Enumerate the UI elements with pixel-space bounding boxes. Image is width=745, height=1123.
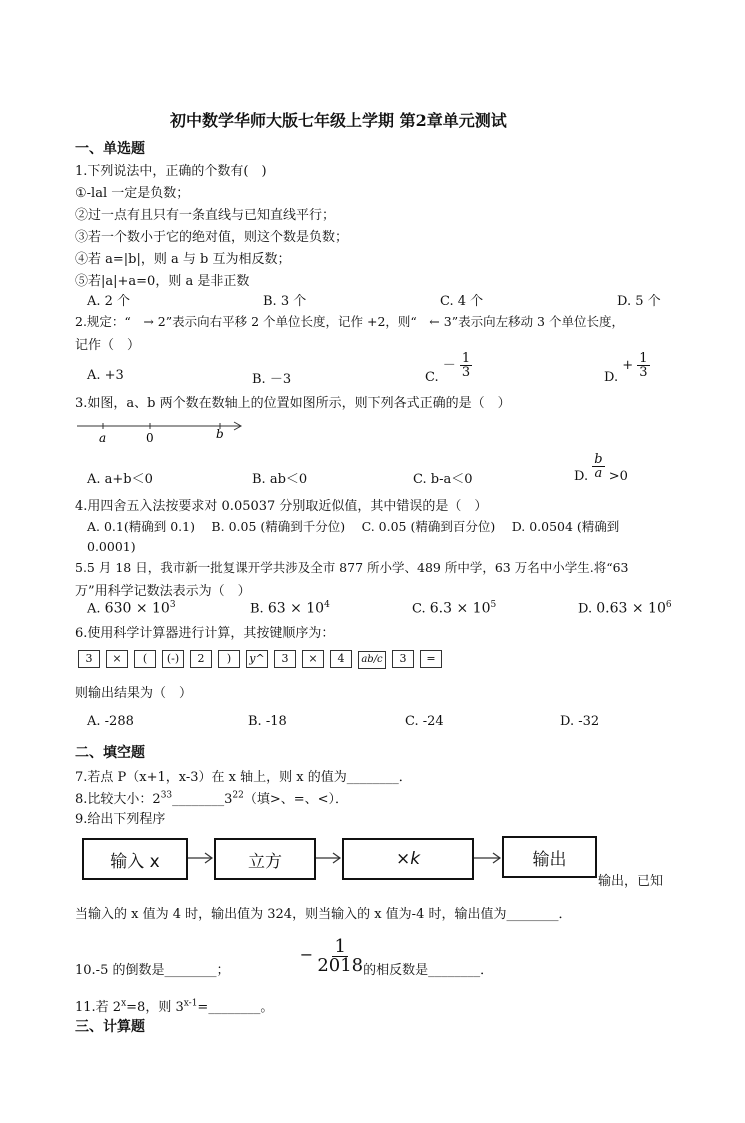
question-stem: 则输出结果为（ ） (75, 686, 193, 701)
fraction (317, 938, 363, 975)
option-c[interactable]: C. 4 个 (440, 294, 484, 309)
option-a[interactable]: A. +3 (87, 368, 124, 383)
question-stem: 6.使用科学计算器进行计算，其按键顺序为： (75, 626, 335, 641)
denominator: 3 (639, 365, 648, 380)
calculator-key: 3 (78, 650, 100, 668)
option-value: 63 × 10 (267, 600, 325, 617)
comparison: >0 (608, 469, 628, 484)
question-stem: 万”用科学记数法表示为（ ） (75, 584, 251, 599)
calculator-key: 3 (274, 650, 296, 668)
flow-box-input: 输入 x (82, 838, 188, 880)
calculator-key: y^ (246, 650, 268, 668)
flow-box-cube: 立方 (214, 838, 316, 880)
statement: ③若一个数小于它的绝对值，则这个数是负数； (75, 230, 349, 245)
sign: + (622, 358, 634, 373)
statement: ②过一点有且只有一条直线与已知直线平行； (75, 208, 336, 223)
option-b[interactable]: B. ab＜0 (252, 472, 308, 487)
exponent: x (121, 998, 127, 1009)
option-label: C. (425, 370, 439, 385)
numerator: 1 (334, 936, 346, 957)
text: =________。 (197, 1000, 274, 1015)
numerator: 1 (639, 351, 648, 366)
question-text: 当输入的 x 值为 4 时，输出值为 324，则当输入的 x 值为-4 时，输出值为________． (75, 907, 572, 922)
tick-label-b: b (216, 427, 224, 441)
calculator-key: ( (134, 650, 156, 668)
option-label: C. (412, 601, 426, 617)
exponent: x-1 (183, 998, 198, 1009)
question-stem: 3.如图，a、b 两个数在数轴上的位置如图所示，则下列各式正确的是（ ） (75, 396, 511, 411)
option-label: D. (604, 370, 619, 385)
arrow-right-icon (316, 853, 340, 863)
option-b[interactable]: B. －3 (252, 372, 292, 387)
option-label: D. (578, 601, 593, 617)
arrow-right-icon (474, 853, 500, 863)
statement: ⑤若|a|+a=0，则 a 是非正数 (75, 274, 250, 289)
numerator: b (594, 452, 603, 467)
option-value: 630 × 10 (104, 600, 170, 617)
question-stem: 2.规定：“ → 2”表示向右平移 2 个单位长度，记作 +2，则“ ← 3”表示向左移动 3 个单位长度， (75, 314, 624, 329)
question-7: 7.若点 P（x+1，x-3）在 x 轴上，则 x 的值为________． (75, 770, 412, 785)
text: ________3 (172, 792, 233, 807)
section-heading: 二、填空题 (75, 745, 145, 761)
calculator-key: = (420, 650, 442, 668)
calculator-key: 4 (330, 650, 352, 668)
question-stem: 9.给出下列程序 (75, 812, 166, 827)
calculator-key: 2 (190, 650, 212, 668)
option-d[interactable]: D. 5 个 (617, 294, 661, 309)
option-line[interactable]: A. 0.1(精确到 0.1) B. 0.05 (精确到千分位) C. 0.05 (精确到百分位) D. 0.0504 (精确到 (87, 519, 620, 534)
option-label: B. (250, 601, 264, 617)
tick-label-a: a (99, 431, 107, 445)
exponent: 22 (232, 790, 244, 801)
exponent: 6 (665, 600, 672, 610)
exponent: 5 (490, 600, 497, 610)
section-heading: 三、计算题 (75, 1019, 145, 1035)
calculator-key: × (302, 650, 324, 668)
option-value: 0.63 × 10 (596, 600, 666, 617)
flow-box-output: 输出 (502, 836, 597, 878)
option-c[interactable]: C. b-a＜0 (413, 472, 473, 487)
text: =8，则 3 (126, 1000, 184, 1015)
option-label: D. (574, 469, 589, 484)
option-a[interactable]: A. -288 (87, 714, 134, 729)
denominator: a (594, 466, 603, 481)
calculator-key: ab/c (358, 651, 386, 669)
option-a[interactable]: A. a+b＜0 (87, 472, 153, 487)
calculator-key: 3 (392, 650, 414, 668)
exponent: 3 (169, 600, 176, 610)
text: 10.-5 的倒数是________； (75, 963, 230, 978)
question-stem: 1.下列说法中，正确的个数有( ) (75, 164, 267, 179)
text: 11.若 2 (75, 1000, 122, 1015)
question-10 (75, 938, 493, 978)
numerator: 1 (461, 351, 471, 366)
flow-box-multiply-k: ×k (342, 838, 474, 880)
page-title: 初中数学华师大版七年级上学期 第2章单元测试 (170, 111, 507, 130)
calculator-key: × (106, 650, 128, 668)
denominator: 2018 (317, 955, 364, 976)
statement: ①-lal 一定是负数； (75, 186, 190, 201)
option-line-continued: 0.0001) (87, 539, 136, 554)
sign: － (442, 358, 456, 373)
option-d[interactable]: D. -32 (560, 714, 600, 729)
option-a[interactable]: A. 2 个 (87, 294, 131, 309)
question-stem: 4.用四舍五入法按要求对 0.05037 分别取近似值，其中错误的是（ ） (75, 499, 488, 514)
sign: − (299, 945, 314, 964)
question-text: 输出，已知 (598, 874, 664, 889)
option-b[interactable]: B. 3 个 (263, 294, 307, 309)
option-label: A. (87, 601, 101, 617)
exponent: 33 (160, 790, 173, 801)
question-stem: 5.5 月 18 日，我市新一批复课开学共涉及全市 877 所小学、489 所中学，63 万名中小学生.将“63 (75, 560, 629, 575)
text: 的相反数是________． (363, 963, 494, 978)
tick-label-0: 0 (146, 431, 154, 445)
calculator-key: (-) (162, 650, 184, 668)
exponent: 4 (324, 600, 330, 610)
denominator: 3 (461, 365, 471, 380)
section-heading: 一、单选题 (75, 141, 145, 157)
statement: ④若 a=|b|，则 a 与 b 互为相反数； (75, 252, 291, 267)
option-c[interactable]: C. -24 (405, 714, 444, 729)
option-b[interactable]: B. -18 (248, 714, 287, 729)
text: （填>、=、<）． (243, 792, 349, 807)
question-stem: 记作（ ） (75, 338, 141, 353)
arrow-right-icon (188, 853, 212, 863)
calculator-key: ) (218, 650, 240, 668)
text: 8.比较大小：2 (75, 792, 161, 807)
option-value: 6.3 × 10 (429, 600, 491, 617)
question-11 (75, 996, 273, 1015)
